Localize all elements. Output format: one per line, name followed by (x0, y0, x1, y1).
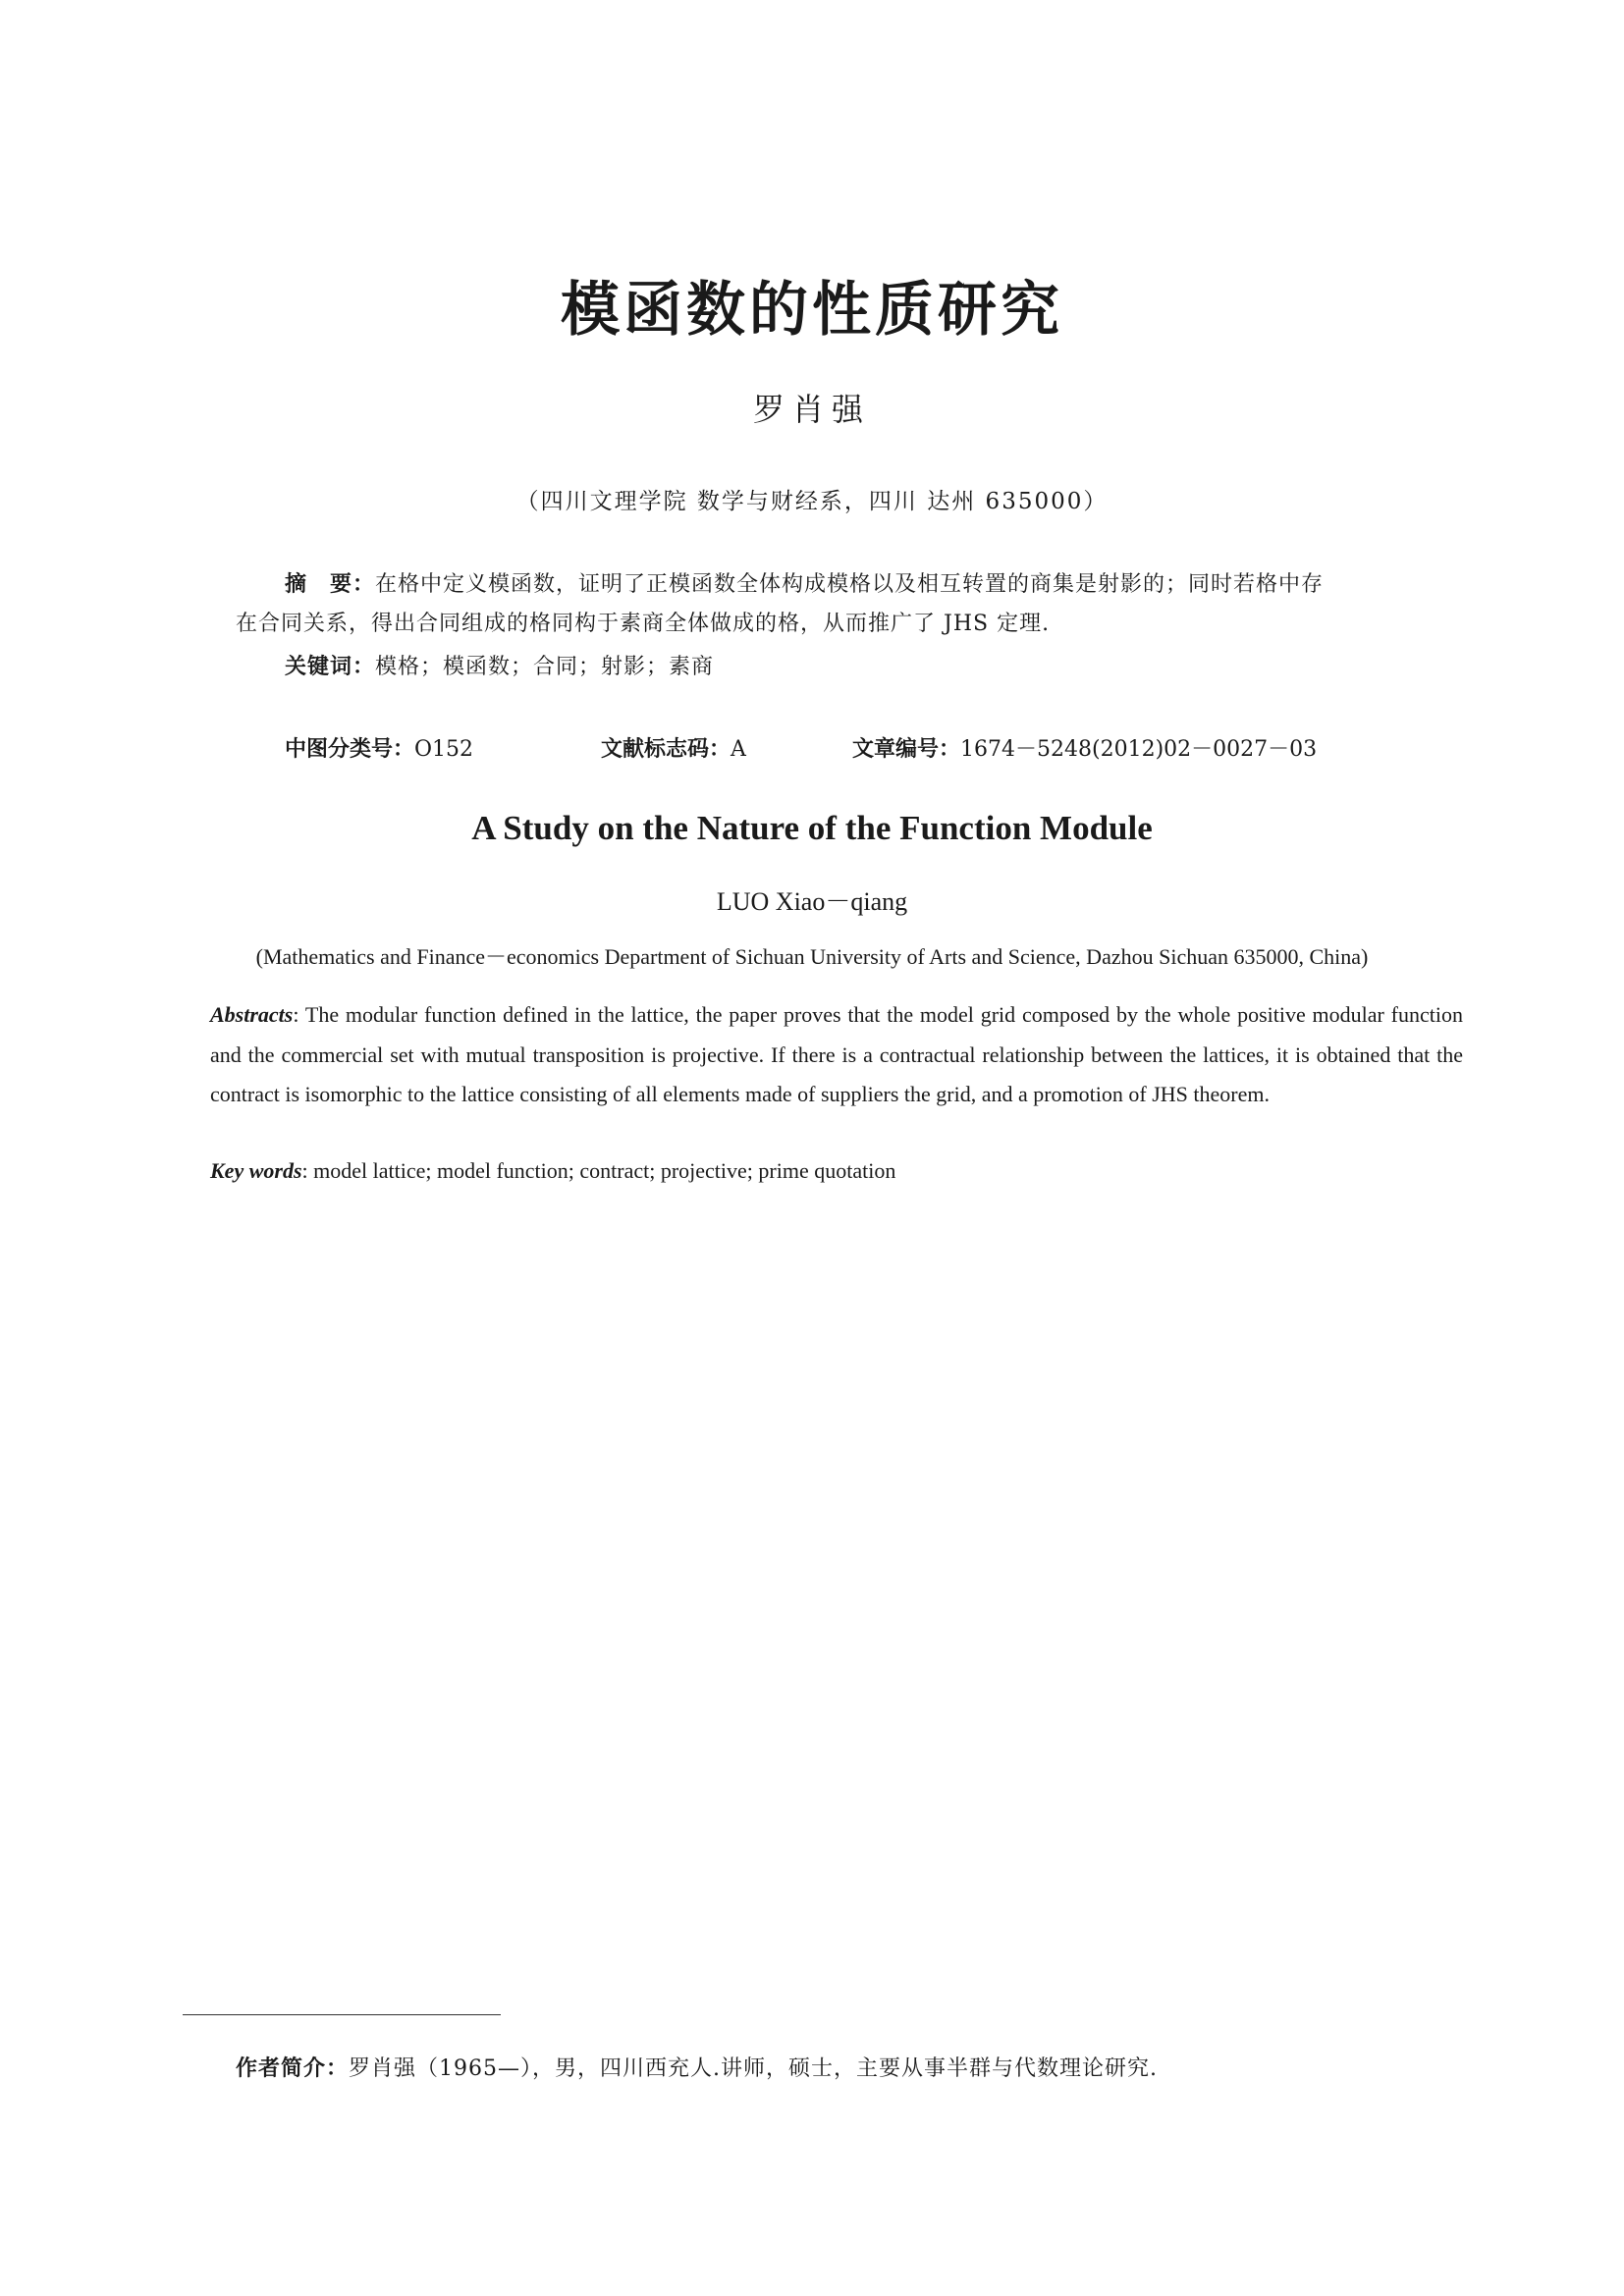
author-footnote-label: 作者简介： (236, 2056, 350, 2081)
english-keywords (210, 1158, 895, 1184)
english-keywords-text: model lattice; model function; contract; projective; prime quotation (313, 1158, 896, 1183)
english-abstract-paragraph (187, 995, 1463, 1115)
chinese-keywords (285, 650, 714, 680)
article-number-label: 文章编号： (852, 737, 961, 762)
english-affiliation: (Mathematics and Finance－economics Department of Sichuan University of Arts and Science, Dazhou Sichuan 635000, China) (255, 944, 1369, 969)
chinese-keywords-label: 关键词： (285, 655, 376, 679)
chinese-abstract-line-2: 在合同关系，得出合同组成的格同构于素商全体做成的格，从而推广了 JHS 定理. (236, 612, 1051, 636)
clc-value: O152 (414, 737, 474, 762)
english-title: A Study on the Nature of the Function Module (471, 809, 1153, 847)
document-code-value: A (731, 737, 746, 762)
footnote-divider (183, 2014, 501, 2015)
english-abstract-separator: : (293, 1002, 305, 1027)
document-code (601, 732, 746, 763)
document-code-label: 文献标志码： (601, 737, 731, 762)
english-abstract-text: The modular function defined in the lattice, the paper proves that the model grid composed by the whole positive modular function and the commercial set with mutual transposition is projective. If there is a contractual relationship between the lattices, it is obtained that the contract is isomorphic to the lattice consisting of all elements made of suppliers the grid, and a promotion of JHS theorem. (210, 1002, 1463, 1106)
article-number (852, 732, 1317, 763)
english-abstract (187, 995, 1463, 1115)
chinese-author: 罗肖强 (752, 391, 871, 428)
chinese-abstract-label: 摘 要： (285, 572, 376, 597)
english-author: LUO Xiao－qiang (716, 887, 908, 916)
clc-label: 中图分类号： (285, 737, 415, 762)
author-footnote (236, 2052, 1158, 2082)
clc-number (285, 732, 473, 763)
english-keywords-label: Key words (210, 1158, 302, 1183)
article-number-value: 1674－5248(2012)02－0027－03 (960, 737, 1318, 762)
chinese-affiliation: （四川文理学院 数学与财经系，四川 达州 635000） (515, 489, 1109, 514)
english-keywords-separator: : (301, 1158, 314, 1183)
chinese-abstract-text-1: 在格中定义模函数，证明了正模函数全体构成模格以及相互转置的商集是射影的；同时若格中存 (375, 572, 1325, 597)
english-abstract-label: Abstracts (210, 1002, 294, 1027)
chinese-title: 模函数的性质研究 (561, 276, 1063, 345)
chinese-keywords-text: 模格；模函数；合同；射影；素商 (375, 655, 715, 679)
chinese-abstract (236, 565, 1404, 644)
chinese-abstract-line-1 (236, 565, 1404, 605)
author-footnote-text: 罗肖强（1965—），男，四川西充人.讲师，硕士，主要从事半群与代数理论研究. (349, 2056, 1158, 2081)
